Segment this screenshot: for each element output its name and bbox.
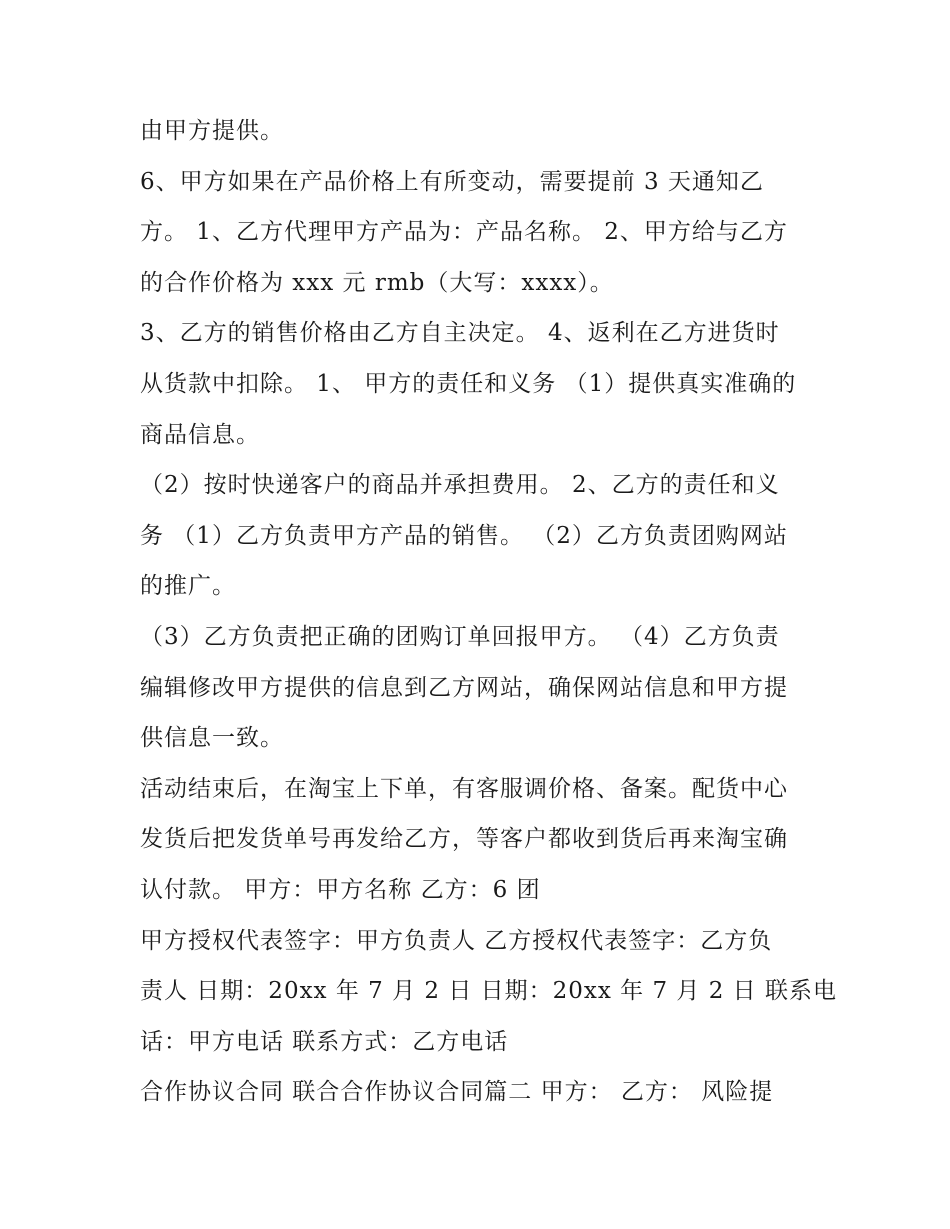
text-line: 活动结束后，在淘宝上下单，有客服调价格、备案。配货中心 bbox=[140, 775, 788, 802]
text-line: 编辑修改甲方提供的信息到乙方网站，确保网站信息和甲方提 bbox=[140, 674, 788, 701]
text-line: 的合作价格为 xxx 元 rmb（大写：xxxx）。 bbox=[140, 269, 614, 296]
text-line: （2）按时快递客户的商品并承担费用。 2、乙方的责任和义 bbox=[140, 472, 780, 499]
text-line: 合作协议合同 联合合作协议合同篇二 甲方： 乙方： 风险提 bbox=[140, 1079, 774, 1106]
text-line: （3）乙方负责把正确的团购订单回报甲方。 （4）乙方负责 bbox=[140, 623, 780, 650]
text-line: 6、甲方如果在产品价格上有所变动，需要提前 3 天通知乙 bbox=[140, 168, 764, 195]
text-line: 务 （1）乙方负责甲方产品的销售。 （2）乙方负责团购网站 bbox=[140, 522, 788, 549]
text-line: 甲方授权代表签字：甲方负责人 乙方授权代表签字：乙方负 bbox=[140, 927, 773, 954]
text-line: 3、乙方的销售价格由乙方自主决定。 4、返利在乙方进货时 bbox=[140, 320, 780, 347]
text-line: 供信息一致。 bbox=[140, 725, 284, 752]
text-line: 责人 日期：20xx 年 7 月 2 日 日期：20xx 年 7 月 2 日 联系电 bbox=[140, 978, 837, 1005]
document-body bbox=[140, 106, 837, 1118]
text-line: 方。 1、乙方代理甲方产品为：产品名称。 2、甲方给与乙方 bbox=[140, 219, 788, 246]
text-line: 从货款中扣除。 1、 甲方的责任和义务 （1）提供真实准确的 bbox=[140, 370, 797, 397]
text-line: 的推广。 bbox=[140, 573, 236, 600]
text-line: 话：甲方电话 联系方式：乙方电话 bbox=[140, 1028, 509, 1055]
text-line: 发货后把发货单号再发给乙方，等客户都收到货后再来淘宝确 bbox=[140, 826, 788, 853]
text-line: 由甲方提供。 bbox=[140, 118, 284, 144]
text-line: 商品信息。 bbox=[140, 421, 260, 448]
text-line: 认付款。 甲方：甲方名称 乙方：6 团 bbox=[140, 876, 541, 903]
